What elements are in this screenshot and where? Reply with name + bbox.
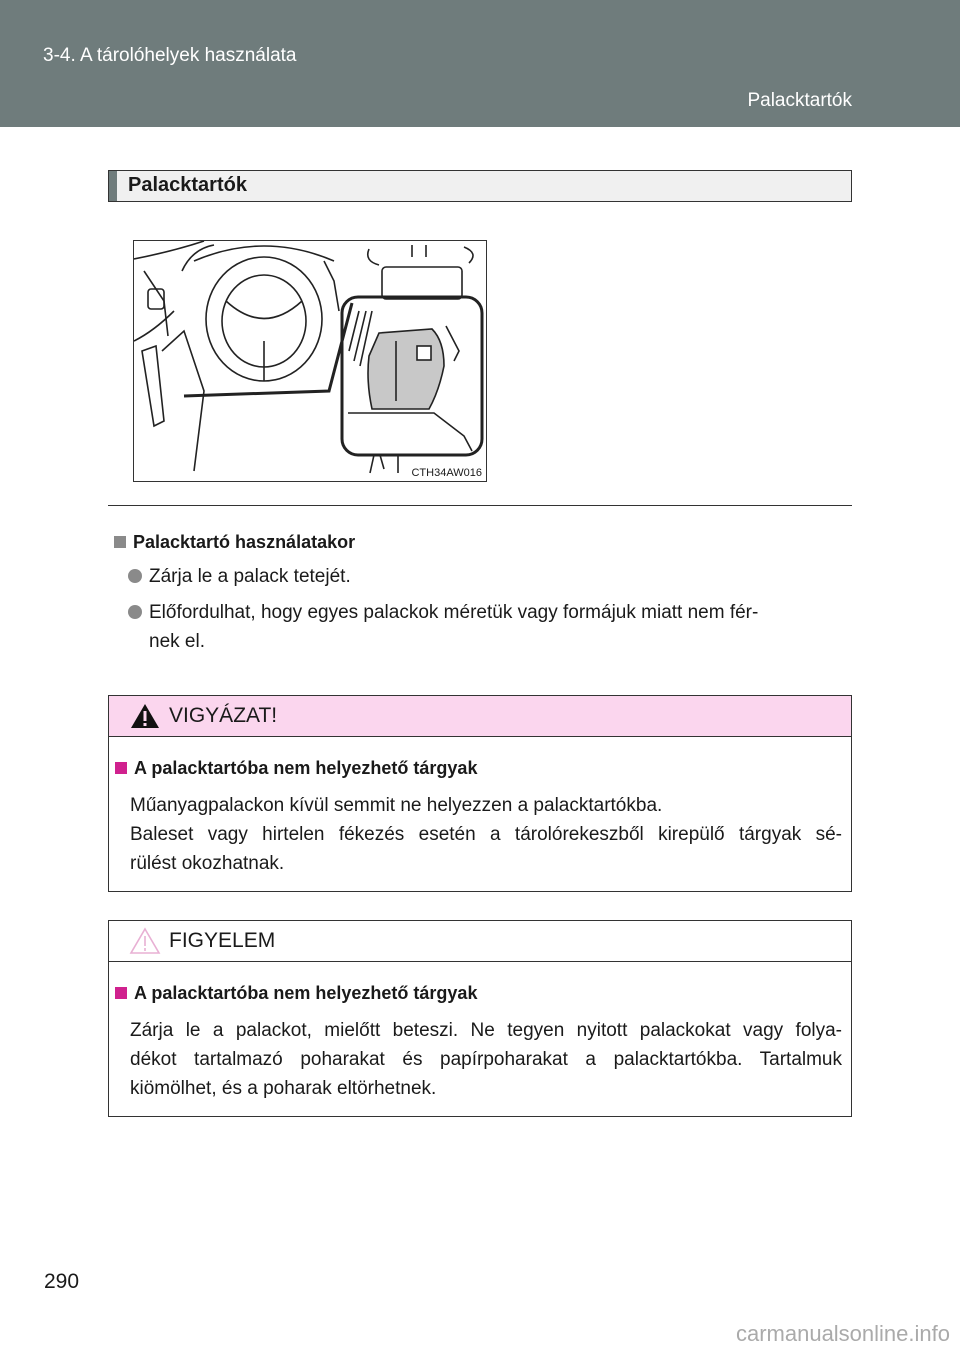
bottle-holder-illustration xyxy=(133,240,487,482)
notice-subheading: A palacktartóba nem helyezhető tárgyak xyxy=(115,983,477,1004)
caution-text: Műanyagpalackon kívül semmit ne helyezzen a palacktartókba. Baleset vagy hirtelen fékezés esetén a tárolórekeszből kirepülő tárgyak sé- rülést okozhatnak. xyxy=(130,795,842,874)
page-number: 290 xyxy=(44,1270,80,1293)
caution-subheading: A palacktartóba nem helyezhető tárgyak xyxy=(115,758,477,779)
illustration-code: CTH34AW016 xyxy=(411,467,482,479)
circle-bullet-icon xyxy=(128,605,142,619)
section-divider xyxy=(108,505,852,506)
caution-label: VIGYÁZAT! xyxy=(169,704,278,727)
section-title-box xyxy=(108,170,852,202)
chapter-title: 3-4. A tárolóhelyek használata xyxy=(43,45,297,66)
warning-triangle-icon xyxy=(129,702,161,730)
page-title: Palacktartók xyxy=(128,174,247,196)
usage-bullet-1: Zárja le a palack tetejét. xyxy=(128,562,840,591)
circle-bullet-icon xyxy=(128,569,142,583)
notice-text: Zárja le a palackot, mielőtt beteszi. Ne tegyen nyitott palackokat vagy folya- dékot tartalmazó poharakat és papírpoharakat a palacktartókba. Tartalmuk kiömölhet, és a poharak eltörhetnek. xyxy=(130,1020,842,1099)
title-bar-accent xyxy=(109,171,117,201)
usage-bullet-2: Előfordulhat, hogy egyes palackok méretük vagy formájuk miatt nem fér- nek el. xyxy=(128,598,840,656)
usage-heading xyxy=(114,532,355,553)
caution-box xyxy=(108,695,852,892)
watermark: carmanualsonline.info xyxy=(735,1321,950,1346)
usage-heading-text: Palacktartó használatakor xyxy=(133,532,356,552)
square-bullet-icon xyxy=(115,762,127,774)
square-bullet-icon xyxy=(114,536,126,548)
square-bullet-icon xyxy=(115,987,127,999)
notice-header xyxy=(109,921,851,962)
caution-header xyxy=(109,696,851,737)
section-title: Palacktartók xyxy=(747,90,852,111)
notice-box xyxy=(108,920,852,1117)
dashboard-drawing xyxy=(134,241,486,481)
notice-label: FIGYELEM xyxy=(169,929,276,952)
notice-triangle-icon xyxy=(129,927,161,955)
page-header xyxy=(0,0,960,127)
